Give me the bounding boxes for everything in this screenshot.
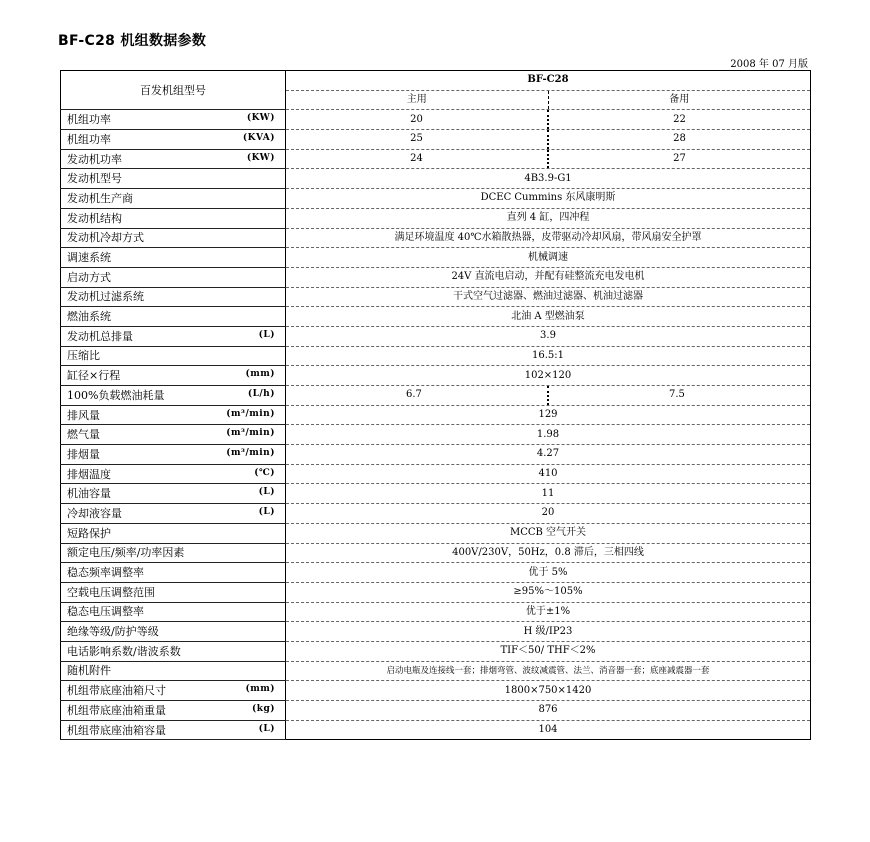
standby-value: 28 [673, 133, 686, 145]
table-row [61, 523, 811, 543]
row-value: 24V 直流电启动，并配有硅整流充电发电机 [286, 267, 811, 287]
row-value: 3.9 [286, 326, 811, 346]
row-label-text: 发动机冷却方式 [67, 231, 144, 245]
row-value: 直列 4 缸，四冲程 [286, 208, 811, 228]
row-label-text: 压缩比 [67, 349, 100, 363]
row-label [61, 326, 286, 346]
table-row [61, 661, 811, 681]
row-value: 16.5:1 [286, 346, 811, 366]
main-value: 24 [286, 150, 549, 169]
row-unit: (mm) [245, 369, 275, 380]
row-value: 876 [286, 701, 811, 721]
table-row [61, 405, 811, 425]
table-row [61, 326, 811, 346]
row-label-text: 绝缘等级/防护等级 [67, 625, 159, 639]
row-label-text: 机组功率 [67, 113, 111, 127]
row-value: 1.98 [286, 425, 811, 445]
row-value: 4.27 [286, 445, 811, 465]
table-row [61, 641, 811, 661]
row-value: 400V/230V，50Hz，0.8 滞后，三相四线 [286, 543, 811, 563]
main-value: 25 [286, 130, 549, 149]
row-unit: (KW) [246, 152, 275, 163]
row-unit: (℃) [254, 467, 275, 478]
row-value: DCEC Cummins 东风康明斯 [286, 189, 811, 209]
main-header: 主用 [286, 91, 549, 110]
row-label [61, 267, 286, 287]
row-unit: (m³/min) [226, 408, 275, 419]
row-unit: (m³/min) [226, 428, 275, 439]
row-label [61, 287, 286, 307]
table-row [61, 701, 811, 721]
row-label-text: 发动机功率 [67, 152, 122, 166]
row-label [61, 582, 286, 602]
table-row [61, 543, 811, 563]
row-label-text: 缸径×行程 [67, 369, 121, 383]
row-label [61, 701, 286, 721]
row-label-text: 燃油系统 [67, 310, 111, 324]
row-value: 102×120 [286, 366, 811, 386]
table-row [61, 189, 811, 209]
row-label [61, 346, 286, 366]
row-label [61, 661, 286, 681]
spec-table [60, 70, 811, 740]
standby-value: 7.5 [669, 389, 685, 401]
row-label-text: 发动机生产商 [67, 191, 133, 205]
row-value: 11 [286, 484, 811, 504]
row-label [61, 189, 286, 209]
table-row [61, 110, 811, 130]
row-label-text: 随机附件 [67, 664, 111, 678]
row-value: 129 [286, 405, 811, 425]
row-label [61, 110, 286, 130]
table-row [61, 149, 811, 169]
row-label-text: 冷却液容量 [67, 506, 122, 520]
row-label-text: 排烟量 [67, 447, 100, 461]
row-unit: (KVA) [242, 132, 275, 143]
row-unit: (L) [258, 487, 275, 498]
row-value [286, 110, 811, 130]
row-label-text: 稳态电压调整率 [67, 605, 144, 619]
row-value: 4B3.9-G1 [286, 169, 811, 189]
row-unit: (L) [258, 506, 275, 517]
row-label-text: 发动机型号 [67, 172, 122, 186]
row-label-text: 调速系统 [67, 251, 111, 265]
table-row [61, 307, 811, 327]
table-row [61, 287, 811, 307]
table-row [61, 622, 811, 642]
row-label-text: 发动机结构 [67, 211, 122, 225]
row-value: 104 [286, 720, 811, 740]
row-label-text: 空载电压调整范围 [67, 585, 155, 599]
row-label-text: 稳态频率调整率 [67, 566, 144, 580]
row-label [61, 248, 286, 268]
row-value: H 级/IP23 [286, 622, 811, 642]
table-row [61, 425, 811, 445]
row-label-text: 机油容量 [67, 487, 111, 501]
row-label-text: 100%负载燃油耗量 [67, 388, 165, 402]
row-label [61, 563, 286, 583]
page-title: BF-C28 机组数据参数 [58, 33, 207, 49]
row-label [61, 425, 286, 445]
row-label [61, 228, 286, 248]
table-row [61, 346, 811, 366]
table-row [61, 208, 811, 228]
header-row [61, 71, 811, 91]
row-value: 410 [286, 464, 811, 484]
row-label [61, 681, 286, 701]
row-label [61, 366, 286, 386]
row-label-text: 机组带底座油箱尺寸 [67, 684, 166, 698]
row-label [61, 169, 286, 189]
row-label-text: 发动机过滤系统 [67, 290, 144, 304]
row-value: 优于±1% [286, 602, 811, 622]
table-row [61, 130, 811, 150]
row-label [61, 504, 286, 524]
row-unit: (KW) [246, 113, 275, 124]
row-value: 优于 5% [286, 563, 811, 583]
row-value: 机械调速 [286, 248, 811, 268]
row-label-text: 排风量 [67, 408, 100, 422]
table-row [61, 464, 811, 484]
row-label [61, 622, 286, 642]
row-label [61, 543, 286, 563]
row-label [61, 149, 286, 169]
table-row [61, 504, 811, 524]
model-label: 百发机组型号 [61, 71, 286, 110]
table-row [61, 445, 811, 465]
row-value: 北油 A 型燃油泵 [286, 307, 811, 327]
row-label [61, 602, 286, 622]
row-unit: (L/h) [247, 388, 275, 399]
row-unit: (m³/min) [226, 447, 275, 458]
row-label [61, 464, 286, 484]
row-label [61, 208, 286, 228]
row-unit: (L) [258, 723, 275, 734]
row-label-text: 机组带底座油箱容量 [67, 723, 166, 737]
table-row [61, 484, 811, 504]
row-value: 满足环境温度 40℃水箱散热器，皮带驱动冷却风扇，带风扇安全护罩 [286, 228, 811, 248]
table-row [61, 169, 811, 189]
row-label-text: 短路保护 [67, 526, 111, 540]
standby-header: 备用 [669, 94, 690, 106]
row-value: 干式空气过滤器、燃油过滤器、机油过滤器 [286, 287, 811, 307]
table-row [61, 228, 811, 248]
row-label [61, 720, 286, 740]
standby-value: 27 [673, 153, 686, 165]
row-label-text: 发动机总排量 [67, 329, 133, 343]
main-value: 20 [286, 110, 549, 129]
row-unit: (kg) [251, 703, 275, 714]
row-value [286, 386, 811, 406]
row-label [61, 307, 286, 327]
row-value: TIF＜50/ THF＜2% [286, 641, 811, 661]
table-row [61, 681, 811, 701]
table-row [61, 602, 811, 622]
row-value: 启动电瓶及连接线一套；排烟弯管、波纹减震管、法兰、消音器一套；底座减震器一套 [286, 661, 811, 681]
table-row [61, 366, 811, 386]
row-label [61, 484, 286, 504]
table-row [61, 267, 811, 287]
row-label-text: 排烟温度 [67, 467, 111, 481]
row-label-text: 启动方式 [67, 270, 111, 284]
table-row [61, 582, 811, 602]
row-label [61, 523, 286, 543]
row-value: 20 [286, 504, 811, 524]
row-label-text: 燃气量 [67, 428, 100, 442]
edition-date: 2008 年 07 月版 [730, 59, 808, 70]
row-label [61, 641, 286, 661]
row-value [286, 149, 811, 169]
table-row [61, 720, 811, 740]
row-unit: (L) [258, 329, 275, 340]
main-value: 6.7 [286, 386, 549, 405]
table-row [61, 563, 811, 583]
row-label [61, 405, 286, 425]
row-label-text: 机组带底座油箱重量 [67, 703, 166, 717]
row-label-text: 额定电压/频率/功率因素 [67, 546, 185, 560]
row-value: ≥95%～105% [286, 582, 811, 602]
row-label-text: 电话影响系数/谐波系数 [67, 644, 181, 658]
row-label [61, 445, 286, 465]
row-value: MCCB 空气开关 [286, 523, 811, 543]
row-label-text: 机组功率 [67, 132, 111, 146]
table-row [61, 386, 811, 406]
row-value [286, 130, 811, 150]
row-value: 1800×750×1420 [286, 681, 811, 701]
row-label [61, 130, 286, 150]
row-unit: (mm) [245, 684, 275, 695]
main-standby-header [286, 90, 811, 110]
table-row [61, 248, 811, 268]
standby-value: 22 [673, 113, 686, 125]
row-label [61, 386, 286, 406]
model-name: BF-C28 [286, 71, 811, 91]
